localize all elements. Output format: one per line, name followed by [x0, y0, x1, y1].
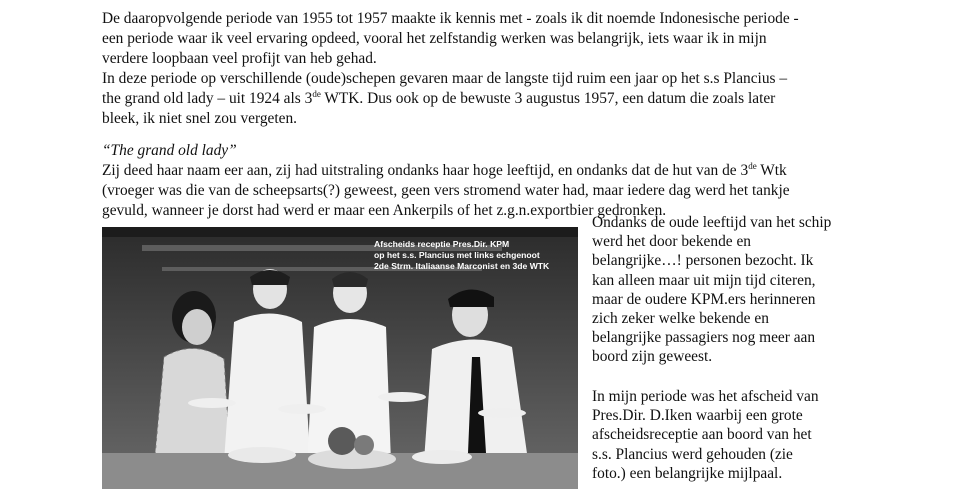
reception-photo: [102, 227, 578, 489]
text-line: kan alleen maar uit mijn tijd citeren,: [592, 271, 816, 289]
text-line: In mijn periode was het afscheid van: [592, 388, 819, 405]
text-line: verdere loopbaan veel profijt van heb gehad.: [102, 50, 377, 67]
text-line: Ondanks de oude leeftijd van het schip: [592, 214, 832, 231]
text-line: werd het door bekende en: [592, 233, 751, 251]
caption-line: 2de Strm. Italiaanse Marconist en 3de WTK: [374, 261, 550, 271]
text-line: [102, 161, 862, 181]
caption-line: op het s.s. Plancius met links echgenoot: [374, 250, 540, 260]
text-line: zich zeker welke bekende en: [592, 310, 769, 328]
side-paragraph-2: [592, 387, 850, 483]
ships-paragraph: [102, 69, 862, 129]
text-line: foto.) een belangrijke mijlpaal.: [592, 464, 783, 482]
photo-caption: [374, 239, 564, 272]
text-line: boord zijn geweest.: [592, 348, 713, 366]
grand-old-lady-section: [102, 141, 862, 221]
text-fragment: Wtk: [756, 162, 787, 179]
text-line: bleek, ik niet snel zou vergeten.: [102, 110, 298, 127]
text-line: [102, 89, 862, 109]
text-line: afscheidsreceptie aan boord van het: [592, 426, 812, 444]
text-line: In deze periode op verschillende (oude)schepen gevaren maar de langste tijd ruim een jaar op het s.s Plancius –: [102, 70, 788, 87]
text-fragment: WTK. Dus ook op de bewuste 3 augustus 1957, een datum die zoals later: [320, 90, 776, 107]
text-line: maar de oudere KPM.ers herinneren: [592, 290, 816, 308]
text-line: (vroeger was die van de scheepsarts(?) geweest, geen vers stromend water had, maar iedere dag werd het tankje: [102, 182, 790, 199]
text-line: De daaropvolgende periode van 1955 tot 1957 maakte ik kennis met - zoals ik dit noemde Indonesische periode -: [102, 10, 799, 27]
text-fragment: the grand old lady – uit 1924 als 3: [102, 90, 313, 107]
superscript: de: [748, 161, 757, 171]
caption-line: Afscheids receptie Pres.Dir. KPM: [374, 239, 510, 249]
text-line: een periode waar ik veel ervaring opdeed, vooral het zelfstandig werken was belangrijk, iets waar ik in mijn: [102, 30, 767, 47]
text-line: Pres.Dir. D.Iken waarbij een grote: [592, 407, 803, 425]
text-line: belangrijke passagiers nog meer aan: [592, 329, 816, 347]
text-line: s.s. Plancius werd gehouden (zie: [592, 445, 793, 463]
text-line: belangrijke…! personen bezocht. Ik: [592, 252, 814, 270]
section-heading: “The grand old lady”: [102, 142, 237, 159]
text-fragment: Zij deed haar naam eer aan, zij had uitstraling ondanks haar hoge leeftijd, en ondanks dat de hut van de 3: [102, 162, 749, 179]
text-line: gevuld, wanneer je dorst had werd er maar een Ankerpils of het z.g.n.exportbier gedronken.: [102, 202, 667, 219]
intro-paragraph: [102, 9, 862, 69]
superscript: de: [312, 89, 321, 99]
side-paragraph-1: [592, 213, 850, 367]
